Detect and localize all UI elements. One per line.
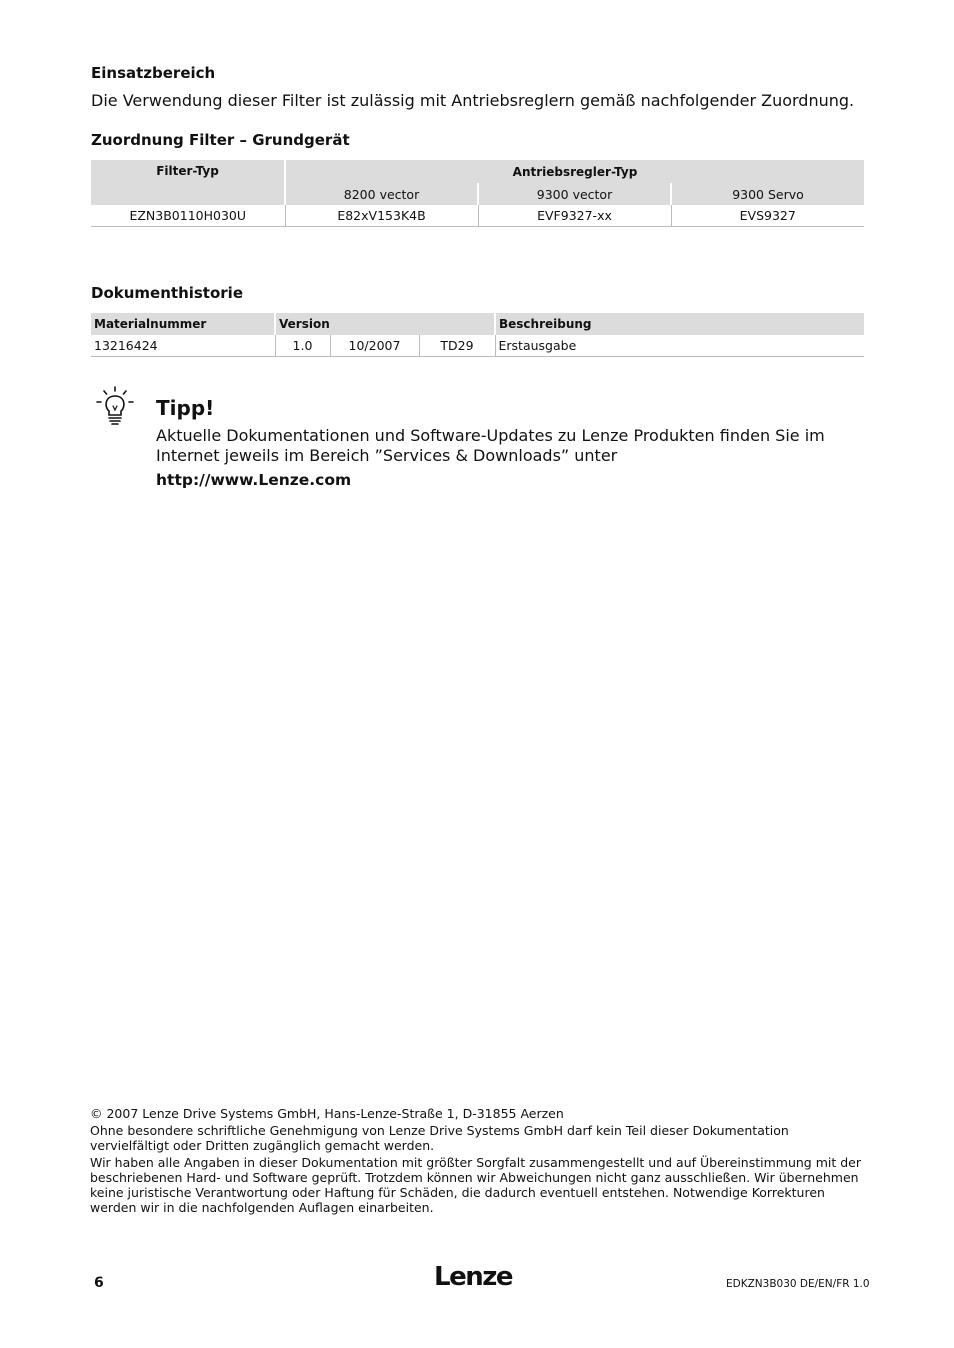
cell-filter-typ: EZN3B0110H030U	[91, 205, 285, 227]
cell-date: 10/2007	[330, 335, 419, 357]
filter-assignment-table	[91, 160, 864, 227]
copyright-text: © 2007 Lenze Drive Systems GmbH, Hans-Lenze-Straße 1, D-31855 Aerzen	[90, 1106, 564, 1121]
table-row	[91, 205, 864, 227]
legal-paragraph-1: Ohne besondere schriftliche Genehmigung von Lenze Drive Systems GmbH darf kein Teil dieser Dokumentation vervielfältigt oder Dritten zugänglich gemacht werden.	[90, 1123, 789, 1153]
page-number: 6	[94, 1275, 104, 1291]
einsatz-heading: Einsatzbereich	[91, 64, 216, 82]
sub-header-9300-vector: 9300 vector	[478, 183, 671, 205]
document-history-table	[91, 313, 864, 357]
cell-8200-vector: E82xV153K4B	[285, 205, 478, 227]
legal-notice	[90, 1106, 865, 1217]
historie-heading: Dokumenthistorie	[91, 284, 243, 302]
zuordnung-heading: Zuordnung Filter – Grundgerät	[91, 131, 350, 149]
sub-header-9300-servo: 9300 Servo	[671, 183, 864, 205]
cell-td: TD29	[419, 335, 495, 357]
table-row	[91, 335, 864, 357]
col-header-filter-typ: Filter-Typ	[91, 160, 285, 205]
cell-materialnummer: 13216424	[91, 335, 275, 357]
tipp-line-2: Internet jeweils im Bereich ”Services & Downloads” unter	[156, 446, 618, 465]
cell-9300-servo: EVS9327	[671, 205, 864, 227]
tipp-line-1: Aktuelle Dokumentationen und Software-Updates zu Lenze Produkten finden Sie im	[156, 426, 825, 445]
col-header-beschreibung: Beschreibung	[495, 313, 864, 335]
col-header-version: Version	[275, 313, 495, 335]
cell-9300-vector: EVF9327-xx	[478, 205, 671, 227]
cell-beschreibung: Erstausgabe	[495, 335, 864, 357]
tipp-title: Tipp!	[156, 396, 215, 420]
document-code: EDKZN3B030 DE/EN/FR 1.0	[726, 1278, 870, 1290]
legal-paragraph-2: Wir haben alle Angaben in dieser Dokumentation mit größter Sorgfalt zusammengestellt und auf Übereinstimmung mit der beschriebenen Hard- und Software geprüft. Trotzdem können wir Abweichungen nicht ganz ausschließen. Wir übernehmen keine juristische Verantwortung oder Haftung für Schäden, die dadurch eventuell entstehen. Notwendige Korrekturen werden wir in die nachfolgenden Auflagen einarbeiten.	[90, 1155, 862, 1215]
tipp-url-link[interactable]: http://www.Lenze.com	[156, 471, 352, 489]
lenze-logo: Lenze	[434, 1262, 512, 1292]
col-header-materialnummer: Materialnummer	[91, 313, 275, 335]
cell-version: 1.0	[275, 335, 330, 357]
einsatz-text: Die Verwendung dieser Filter ist zulässig mit Antriebsreglern gemäß nachfolgender Zuordnung.	[91, 91, 855, 110]
lightbulb-icon	[95, 385, 135, 427]
sub-header-8200-vector: 8200 vector	[285, 183, 478, 205]
col-header-antriebsregler-typ: Antriebsregler-Typ	[285, 160, 864, 183]
